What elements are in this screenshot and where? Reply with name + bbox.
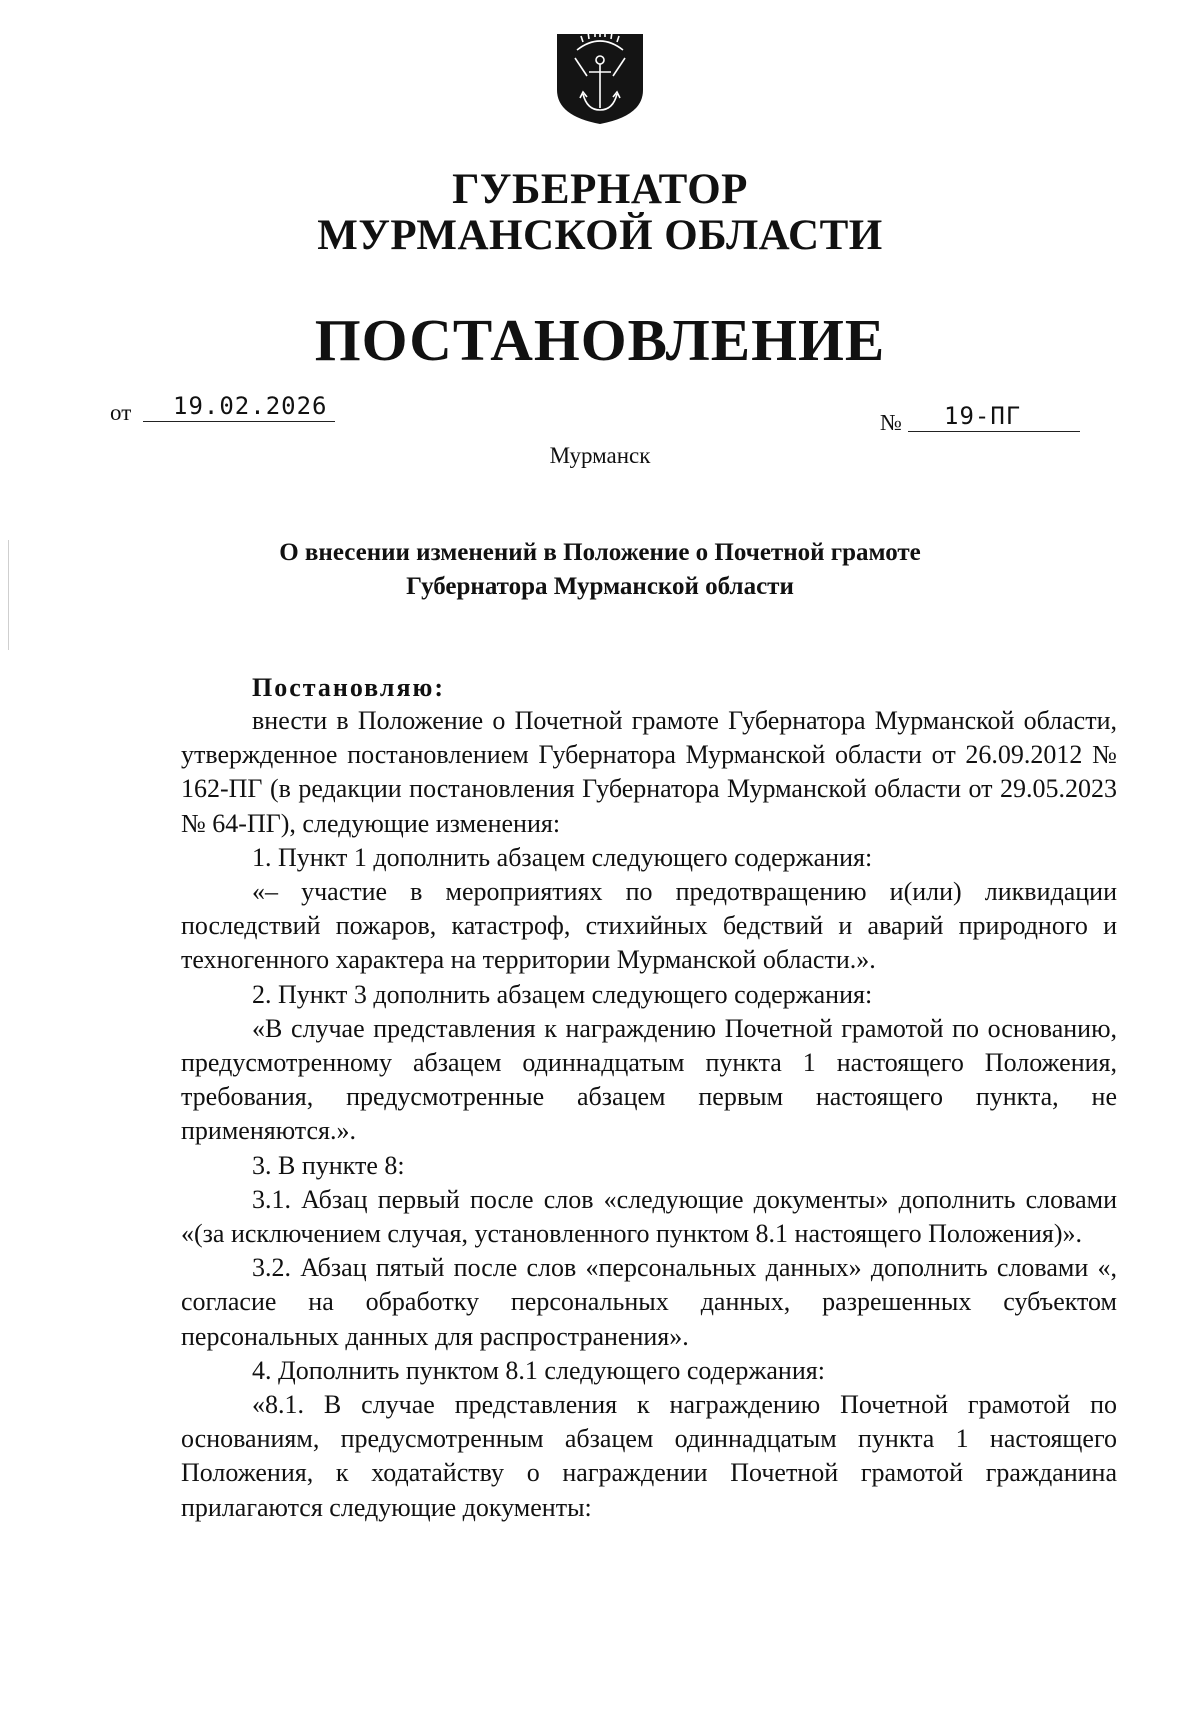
body-paragraph-item-3: 3. В пункте 8: <box>252 1150 405 1180</box>
date-label: от <box>110 400 132 425</box>
city-name: Мурманск <box>549 443 651 468</box>
body-paragraph-item-3-1: 3.1. Абзац первый после слов «следующие документы» дополнить словами «(за исключением случая, установленного пунктом 8.1 настоящего Положения)». <box>181 1184 1117 1249</box>
governor-title-line1: ГУБЕРНАТОР <box>452 166 748 213</box>
body-paragraph-item-1: 1. Пункт 1 дополнить абзацем следующего содержания: <box>252 842 873 872</box>
body-paragraph-item-2-text: «В случае представления к награждению Почетной грамотой по основанию, предусмотренному абзацем одиннадцатым пункта 1 настоящего Положения, требования, предусмотренные абзацем первым настоящего пункта, не применяются.». <box>181 1013 1117 1146</box>
body-paragraph-item-2: 2. Пункт 3 дополнить абзацем следующего содержания: <box>252 979 873 1009</box>
number-label: № <box>880 410 902 435</box>
body-paragraph-intro: внести в Положение о Почетной грамоте Губернатора Мурманской области, утвержденное постановлением Губернатора Мурманской области от 26.09.2012 № 162-ПГ (в редакции постановления Губернатора Мурманской области от 29.05.2023 № 64-ПГ), следующие изменения: <box>181 706 1117 838</box>
document-date: 19.02.2026 <box>143 391 335 422</box>
body-paragraph-item-4-text: «8.1. В случае представления к награждению Почетной грамотой по основаниям, предусмотренным абзацем одиннадцатым пункта 1 настоящего Положения, к ходатайству о награждении Почетной грамотой гражданина прилагаются следующие документы: <box>181 1390 1117 1522</box>
body-text <box>181 704 1117 1525</box>
body-paragraph-item-3-2: 3.2. Абзац пятый после слов «персональных данных» дополнить словами «, согласие на обработку персональных данных, разрешенных субъектом персональных данных для распространения». <box>181 1253 1117 1351</box>
decree-heading: Постановляю: <box>252 673 446 702</box>
document-number: 19-ПГ <box>908 401 1080 432</box>
governor-title-line2: МУРМАНСКОЙ ОБЛАСТИ <box>317 212 883 259</box>
coat-of-arms-icon <box>553 28 647 126</box>
subject-line1: О внесении изменений в Положение о Почетной грамоте <box>279 539 921 566</box>
body-paragraph-item-4: 4. Дополнить пунктом 8.1 следующего содержания: <box>252 1355 825 1385</box>
subject-line2: Губернатора Мурманской области <box>406 573 794 600</box>
document-type-heading: ПОСТАНОВЛЕНИЕ <box>314 307 886 373</box>
body-paragraph-item-1-text: «– участие в мероприятиях по предотвращению и(или) ликвидации последствий пожаров, катастроф, стихийных бедствий и аварий природного и техногенного характера на территории Мурманской области.». <box>181 877 1117 975</box>
